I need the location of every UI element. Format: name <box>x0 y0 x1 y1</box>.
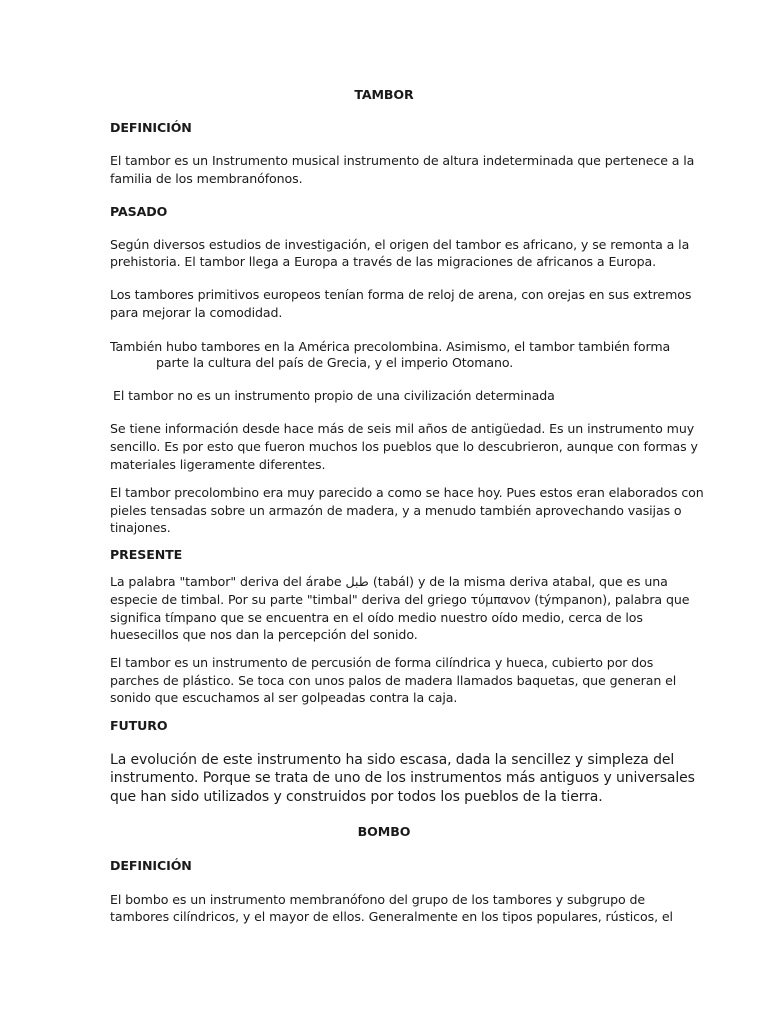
paragraph-line: El tambor es un instrumento de percusión de forma cilíndrica y hueca, cubierto por dos <box>110 655 654 670</box>
title-tambor: TAMBOR <box>354 87 414 102</box>
paragraph-line: tinajones. <box>110 520 171 535</box>
paragraph-line: El tambor precolombino era muy parecido a como se hace hoy. Pues estos eran elaborados con <box>110 485 704 500</box>
paragraph-line: pieles tensadas sobre un armazón de madera, y a menudo también aprovechando vasijas o <box>110 503 682 518</box>
heading-definicion: DEFINICIÓN <box>110 120 192 135</box>
paragraph-line: especie de timbal. Por su parte "timbal" deriva del griego τύμπανον (týmpanon), palabra que <box>110 592 690 607</box>
heading-futuro: FUTURO <box>110 718 168 733</box>
heading-presente: PRESENTE <box>110 547 183 562</box>
paragraph-line: La evolución de este instrumento ha sido escasa, dada la sencillez y simpleza del <box>110 752 675 768</box>
heading-pasado: PASADO <box>110 204 168 219</box>
paragraph-line: prehistoria. El tambor llega a Europa a través de las migraciones de africanos a Europa. <box>110 254 657 269</box>
paragraph-line: familia de los membranófonos. <box>110 171 303 186</box>
paragraph-line: Los tambores primitivos europeos tenían forma de reloj de arena, con orejas en sus extremos <box>110 287 692 302</box>
paragraph-line: significa tímpano que se encuentra en el oído medio nuestro oído medio, cerca de los <box>110 610 643 625</box>
paragraph-line: tambores cilíndricos, y el mayor de ellos. Generalmente en los tipos populares, rústicos, el <box>110 909 673 924</box>
paragraph-line: Según diversos estudios de investigación, el origen del tambor es africano, y se remonta a la <box>110 237 690 252</box>
paragraph-line: parches de plástico. Se toca con unos palos de madera llamados baquetas, que generan el <box>110 673 677 688</box>
paragraph-line: para mejorar la comodidad. <box>110 305 283 320</box>
paragraph-line: huesecillos que nos dan la percepción del sonido. <box>110 627 418 642</box>
paragraph-line: El tambor es un Instrumento musical instrumento de altura indeterminada que pertenece a la <box>110 153 695 168</box>
paragraph-line: que han sido utilizados y construidos por todos los pueblos de la tierra. <box>110 789 603 805</box>
paragraph-line: También hubo tambores en la América precolombina. Asimismo, el tambor también forma <box>110 339 671 354</box>
paragraph-line: El bombo es un instrumento membranófono del grupo de los tambores y subgrupo de <box>110 892 646 907</box>
title-bombo: BOMBO <box>357 824 411 839</box>
paragraph-line: La palabra "tambor" deriva del árabe طبل (tabál) y de la misma deriva atabal, que es una <box>110 574 668 589</box>
paragraph-line: instrumento. Porque se trata de uno de los instrumentos más antiguos y universales <box>110 770 695 786</box>
paragraph-line: sonido que escuchamos al ser golpeadas contra la caja. <box>110 690 458 705</box>
paragraph-line: sencillo. Es por esto que fueron muchos los pueblos que lo descubrieron, aunque con formas y <box>110 439 698 454</box>
paragraph-line: Se tiene información desde hace más de seis mil años de antigüedad. Es un instrumento muy <box>110 421 695 436</box>
heading-definicion-bombo: DEFINICIÓN <box>110 858 192 873</box>
paragraph-line: materiales ligeramente diferentes. <box>110 457 326 472</box>
paragraph-line: parte la cultura del país de Grecia, y el imperio Otomano. <box>156 355 514 370</box>
paragraph-line: El tambor no es un instrumento propio de una civilización determinada <box>113 388 555 403</box>
